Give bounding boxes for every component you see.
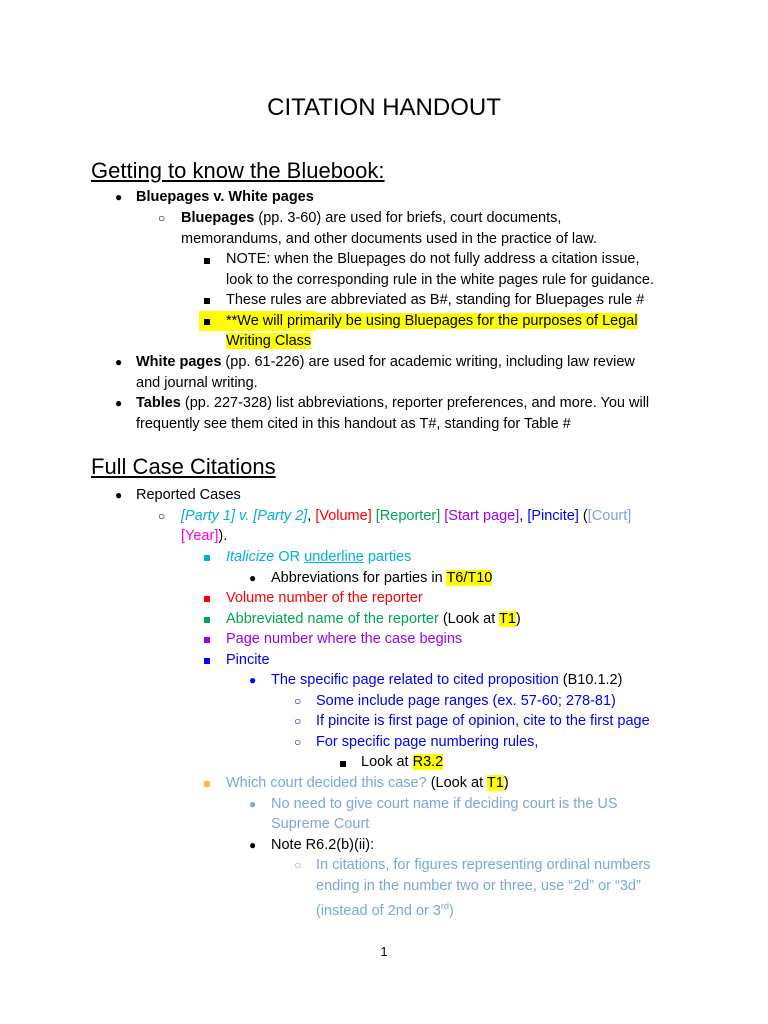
bluepages-label: Bluepages (181, 210, 255, 226)
reporter-name-rule (226, 609, 521, 630)
ordinal-rule: In citations, for figures representing ordinal numbers (316, 857, 651, 873)
look-at-r32 (361, 752, 443, 773)
underline-word: underline (304, 549, 364, 565)
no-need-rule: No need to give court name if deciding court is the US (271, 796, 618, 812)
bullet-disc-icon: ● (249, 838, 257, 852)
look-at-text: Look at (361, 754, 413, 770)
close-paren: ) (448, 902, 454, 919)
bullet-square-icon (204, 781, 210, 787)
bullet-square-icon (340, 761, 346, 767)
white-pages-description-cont: and journal writing. (136, 375, 258, 391)
format-year: [Year] (181, 528, 219, 544)
ref-r32: R3.2 (412, 754, 444, 770)
reporter-name-text: Abbreviated name of the reporter (226, 611, 439, 627)
note-r62: Note R6.2(b)(ii): (271, 837, 375, 853)
citation-format-cont (181, 526, 227, 547)
format-court: [Court] (587, 508, 632, 524)
format-pincite: [Pincite] (527, 508, 579, 524)
bullet-square-icon (204, 596, 210, 602)
bullet-circle-icon: ○ (294, 694, 302, 708)
specific-page-text: The specific page related to cited proposition (271, 672, 559, 688)
volume-number-rule: Volume number of the reporter (226, 590, 423, 606)
first-page-rule: If pincite is first page of opinion, cite to the first page (316, 713, 650, 729)
pincite-rule: Pincite (226, 652, 270, 668)
bullet-square-icon (204, 319, 210, 325)
primary-use-line2: Writing Class (226, 333, 312, 349)
specific-page-rule (271, 670, 622, 691)
format-end: ). (218, 528, 228, 544)
format-start-page: [Start page] (444, 508, 520, 524)
primary-use-line1: **We will primarily be using Bluepages for the purposes of Legal (226, 313, 638, 329)
primary-use-note-cont (226, 331, 311, 352)
bluepages-description (181, 208, 561, 229)
format-parties: [Party 1] v. [Party 2] (181, 508, 308, 524)
bullet-disc-icon: ● (115, 488, 123, 502)
ref-t1: T1 (499, 611, 516, 627)
tables-description (136, 393, 649, 414)
tables-description-cont: frequently see them cited in this handout as T#, standing for Table # (136, 416, 571, 432)
section-heading-bluebook: Getting to know the Bluebook: (91, 158, 385, 183)
bullet-square-icon (204, 617, 210, 623)
ordinal-text: (instead of 2nd or 3 (316, 902, 441, 919)
page-ranges-rule: Some include page ranges (ex. 57-60; 278-81) (316, 693, 616, 709)
citation-format (181, 506, 631, 527)
numbering-rule: For specific page numbering rules, (316, 734, 539, 750)
abbrev-parties-text: Abbreviations for parties in (271, 570, 447, 586)
close-paren: ) (515, 611, 521, 627)
bullet-disc-icon: ● (249, 673, 257, 687)
ordinal-rule-cont2 (316, 896, 454, 921)
italicize-rule (226, 547, 411, 568)
no-need-rule-cont: Supreme Court (271, 816, 370, 832)
parties-word: parties (363, 549, 412, 565)
bullet-square-icon (204, 658, 210, 664)
list-item-bluepages-v-white: Bluepages v. White pages (136, 189, 314, 205)
bullet-square-icon (204, 637, 210, 643)
bullet-circle-icon: ○ (294, 714, 302, 728)
bullet-circle-icon: ○ (294, 858, 302, 872)
look-at-text: (Look at (438, 611, 499, 627)
bullet-disc-icon: ● (115, 355, 123, 369)
format-sep: , (307, 508, 316, 524)
or-word: OR (274, 549, 305, 565)
which-court-rule (226, 773, 509, 794)
format-volume: [Volume] (315, 508, 372, 524)
ref-t1: T1 (486, 775, 504, 791)
bullet-square-icon (204, 258, 210, 264)
bullet-circle-icon: ○ (158, 211, 166, 225)
tables-label: Tables (136, 395, 181, 411)
section-heading-full-case: Full Case Citations (91, 454, 276, 479)
format-sep: ( (578, 508, 588, 524)
white-pages-description (136, 352, 635, 373)
bullet-square-icon (204, 298, 210, 304)
look-at-text: (Look at (426, 775, 487, 791)
note-text-cont: look to the corresponding rule in the white pages rule for guidance. (226, 272, 655, 288)
ordinal-superscript: rd (440, 901, 449, 911)
close-paren: ) (503, 775, 509, 791)
which-court-text: Which court decided this case? (226, 775, 427, 791)
bullet-circle-icon: ○ (294, 735, 302, 749)
reported-cases-label: Reported Cases (136, 487, 241, 503)
page-title: CITATION HANDOUT (267, 94, 501, 121)
abbrev-text: These rules are abbreviated as B#, standing for Bluepages rule # (226, 292, 645, 308)
bullet-square-icon (204, 555, 210, 561)
b10-ref: (B10.1.2) (558, 672, 623, 688)
format-reporter: [Reporter] (375, 508, 441, 524)
white-pages-label: White pages (136, 354, 222, 370)
tables-text: (pp. 227-328) list abbreviations, reporter preferences, and more. You will (180, 395, 650, 411)
bullet-disc-icon: ● (115, 190, 123, 204)
bullet-circle-icon: ○ (158, 509, 166, 523)
bluepages-text: (pp. 3-60) are used for briefs, court documents, (254, 210, 562, 226)
bullet-disc-icon: ● (115, 396, 123, 410)
white-pages-text: (pp. 61-226) are used for academic writing, including law review (221, 354, 635, 370)
format-sep: , (519, 508, 528, 524)
note-text: NOTE: when the Bluepages do not fully address a citation issue, (226, 251, 640, 267)
bullet-disc-icon: ● (249, 797, 257, 811)
page-number: 1 (380, 944, 388, 959)
ref-t6-t10: T6/T10 (446, 570, 493, 586)
bullet-disc-icon: ● (249, 571, 257, 585)
primary-use-note (226, 311, 638, 332)
abbrev-parties (271, 568, 492, 589)
bluepages-description-cont: memorandums, and other documents used in the practice of law. (181, 231, 597, 247)
italicize-word: Italicize (226, 549, 275, 565)
start-page-rule: Page number where the case begins (226, 631, 463, 647)
ordinal-rule-cont: ending in the number two or three, use “2d” or “3d” (316, 878, 641, 894)
